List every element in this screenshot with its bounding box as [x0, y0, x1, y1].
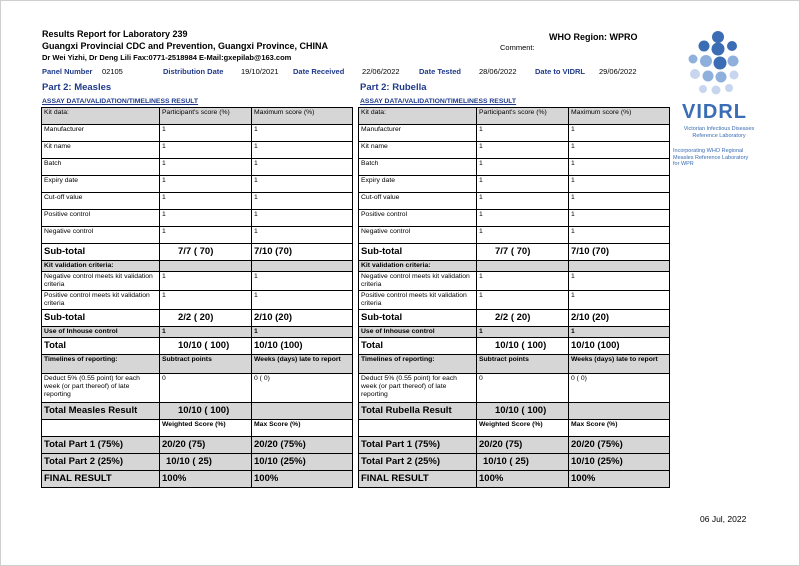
score-cell: 1: [477, 142, 569, 159]
row-label: Use of Inhouse control: [42, 327, 160, 338]
header-maximum-score: Maximum score (%): [569, 108, 670, 125]
max-cell: 10/10 (100): [569, 338, 670, 355]
table-row: [359, 272, 670, 291]
score-cell: 1: [477, 291, 569, 310]
comment-label: Comment:: [500, 43, 535, 52]
row-label: Positive control: [359, 210, 477, 227]
rubella-assay-heading: ASSAY DATA/VALIDATION/TIMELINESS RESULT: [360, 98, 517, 105]
table-row: [42, 374, 353, 403]
empty-cell: [569, 261, 670, 272]
row-label: Total: [359, 338, 477, 355]
max-cell: 1: [569, 291, 670, 310]
max-cell: 1: [569, 125, 670, 142]
date-tested-label: Date Tested: [419, 67, 461, 76]
inhouse-row: [359, 327, 670, 338]
score-cell: 1: [160, 327, 252, 338]
score-cell: 1: [477, 210, 569, 227]
row-label: Batch: [359, 159, 477, 176]
score-cell: 10/10 ( 100): [477, 338, 569, 355]
max-cell: 0 ( 0): [252, 374, 353, 403]
section-header-row: [359, 261, 670, 272]
score-cell: 100%: [477, 471, 569, 488]
date-tested-value: 28/06/2022: [479, 67, 517, 76]
header-kit-data: Kit data:: [42, 108, 160, 125]
score-cell: 10/10 ( 100): [160, 403, 252, 420]
total-part2-row: [42, 454, 353, 471]
max-cell: 1: [252, 291, 353, 310]
date-received-value: 22/06/2022: [362, 67, 400, 76]
max-cell: 1: [569, 272, 670, 291]
measles-part-title: Part 2: Measles: [42, 82, 112, 93]
table-row: [42, 125, 353, 142]
max-cell: 20/20 (75%): [252, 437, 353, 454]
date-received-label: Date Received: [293, 67, 345, 76]
score-cell: 1: [477, 159, 569, 176]
vidrl-logo-icon: [673, 31, 763, 101]
max-cell: 10/10 (25%): [252, 454, 353, 471]
table-row: [42, 210, 353, 227]
max-cell: 1: [252, 142, 353, 159]
max-cell: 1: [569, 142, 670, 159]
logo-subtitle: Victorian Infectious Diseases Reference Laboratory: [683, 126, 755, 139]
table-row: [359, 227, 670, 244]
row-label: Negative control meets kit validation criteria: [359, 272, 477, 291]
subtotal-row: [42, 244, 353, 261]
row-label: Kit name: [359, 142, 477, 159]
table-row: [359, 159, 670, 176]
row-label: Sub-total: [42, 310, 160, 327]
row-label: Kit validation criteria:: [359, 261, 477, 272]
header-cell: Weeks (days) late to report: [569, 355, 670, 374]
rubella-part-title: Part 2: Rubella: [360, 82, 427, 93]
logo-name: VIDRL: [682, 101, 747, 123]
table-row: [42, 176, 353, 193]
score-cell: 1: [477, 327, 569, 338]
row-label: Kit validation criteria:: [42, 261, 160, 272]
max-cell: 1: [569, 227, 670, 244]
max-cell: 1: [252, 159, 353, 176]
row-label: Negative control: [42, 227, 160, 244]
score-cell: 10/10 ( 100): [477, 403, 569, 420]
measles-results-table: [41, 107, 353, 488]
report-date: 06 Jul, 2022: [700, 514, 747, 524]
score-cell: 1: [160, 227, 252, 244]
header-cell: Max Score (%): [252, 420, 353, 437]
logo-note: Incorporating WHO Regional Measles Reference Laboratory for WPR: [673, 148, 749, 167]
section-header-row: [359, 420, 670, 437]
score-cell: 1: [477, 125, 569, 142]
max-cell: 20/20 (75%): [569, 437, 670, 454]
header-kit-data: Kit data:: [359, 108, 477, 125]
score-cell: 1: [477, 227, 569, 244]
table-row: [42, 272, 353, 291]
table-row: [359, 374, 670, 403]
score-cell: 7/7 ( 70): [160, 244, 252, 261]
section-header-row: [42, 261, 353, 272]
table-row: [42, 142, 353, 159]
row-label: Batch: [42, 159, 160, 176]
row-label: Total Part 1 (75%): [42, 437, 160, 454]
table-row: [42, 227, 353, 244]
max-cell: 1: [252, 125, 353, 142]
total-part1-row: [359, 437, 670, 454]
max-cell: 10/10 (25%): [569, 454, 670, 471]
header-cell: Subtract points: [477, 355, 569, 374]
table-row: [359, 142, 670, 159]
report-title: Results Report for Laboratory 239: [42, 29, 188, 39]
row-label: Total Measles Result: [42, 403, 160, 420]
total-row: [42, 338, 353, 355]
table-row: [42, 193, 353, 210]
section-header-row: [42, 355, 353, 374]
table-header-row: [359, 108, 670, 125]
row-label: Timelines of reporting:: [359, 355, 477, 374]
score-cell: 2/2 ( 20): [477, 310, 569, 327]
score-cell: 1: [160, 159, 252, 176]
header-participant-score: Participant's score (%): [160, 108, 252, 125]
subtotal-row: [359, 244, 670, 261]
header-cell: Weighted Score (%): [160, 420, 252, 437]
row-label: Negative control meets kit validation criteria: [42, 272, 160, 291]
row-label: FINAL RESULT: [359, 471, 477, 488]
empty-cell: [42, 420, 160, 437]
empty-cell: [252, 261, 353, 272]
panel-number-value: 02105: [102, 67, 123, 76]
row-label: Cut-off value: [359, 193, 477, 210]
date-to-vidrl-label: Date to VIDRL: [535, 67, 586, 76]
row-label: Manufacturer: [359, 125, 477, 142]
total-result-row: [42, 403, 353, 420]
max-cell: 1: [569, 159, 670, 176]
header-cell: Max Score (%): [569, 420, 670, 437]
rubella-results-table: [358, 107, 670, 488]
score-cell: 0: [477, 374, 569, 403]
table-row: [359, 210, 670, 227]
table-row: [359, 176, 670, 193]
score-cell: 0: [160, 374, 252, 403]
total-result-row: [359, 403, 670, 420]
row-label: Positive control: [42, 210, 160, 227]
max-cell: 2/10 (20): [569, 310, 670, 327]
empty-cell: [359, 420, 477, 437]
max-cell: 100%: [569, 471, 670, 488]
empty-cell: [160, 261, 252, 272]
row-label: Total Part 1 (75%): [359, 437, 477, 454]
row-label: Total Part 2 (25%): [42, 454, 160, 471]
score-cell: 10/10 ( 100): [160, 338, 252, 355]
row-label: Total Part 2 (25%): [359, 454, 477, 471]
header-cell: Subtract points: [160, 355, 252, 374]
total-row: [359, 338, 670, 355]
institution-name: Guangxi Provincial CDC and Prevention, Guangxi Province, CHINA: [42, 41, 329, 51]
row-label: Positive control meets kit validation criteria: [359, 291, 477, 310]
inhouse-row: [42, 327, 353, 338]
max-cell: 10/10 (100): [252, 338, 353, 355]
table-row: [359, 125, 670, 142]
score-cell: 10/10 ( 25): [160, 454, 252, 471]
score-cell: 1: [160, 291, 252, 310]
score-cell: 1: [160, 142, 252, 159]
max-cell: 1: [252, 272, 353, 291]
max-cell: 1: [252, 327, 353, 338]
max-cell: 1: [252, 176, 353, 193]
table-row: [359, 193, 670, 210]
score-cell: 10/10 ( 25): [477, 454, 569, 471]
distribution-date-label: Distribution Date: [163, 67, 224, 76]
max-cell: 7/10 (70): [252, 244, 353, 261]
row-label: Sub-total: [359, 244, 477, 261]
row-label: Total: [42, 338, 160, 355]
contact-line: Dr Wei Yizhi, Dr Deng Lili Fax:0771-2518984 E-Mail:gxepilab@163.com: [42, 53, 292, 62]
header-cell: Weighted Score (%): [477, 420, 569, 437]
row-label: FINAL RESULT: [42, 471, 160, 488]
max-cell: 1: [252, 227, 353, 244]
header-participant-score: Participant's score (%): [477, 108, 569, 125]
score-cell: 2/2 ( 20): [160, 310, 252, 327]
table-row: [42, 159, 353, 176]
empty-cell: [569, 403, 670, 420]
score-cell: 1: [160, 210, 252, 227]
row-label: Use of Inhouse control: [359, 327, 477, 338]
row-label: Deduct 5% (0.55 point) for each week (or part thereof) of late reporting: [42, 374, 160, 403]
final-result-row: [359, 471, 670, 488]
panel-number-label: Panel Number: [42, 67, 93, 76]
row-label: Cut-off value: [42, 193, 160, 210]
header-cell: Weeks (days) late to report: [252, 355, 353, 374]
table-row: [359, 291, 670, 310]
who-region: WHO Region: WPRO: [549, 32, 638, 42]
row-label: Expiry date: [359, 176, 477, 193]
score-cell: 7/7 ( 70): [477, 244, 569, 261]
subtotal-row: [42, 310, 353, 327]
max-cell: 0 ( 0): [569, 374, 670, 403]
date-to-vidrl-value: 29/06/2022: [599, 67, 637, 76]
header-maximum-score: Maximum score (%): [252, 108, 353, 125]
measles-assay-heading: ASSAY DATA/VALIDATION/TIMELINESS RESULT: [42, 98, 199, 105]
table-row: [42, 291, 353, 310]
subtotal-row: [359, 310, 670, 327]
max-cell: 1: [252, 193, 353, 210]
score-cell: 1: [160, 125, 252, 142]
row-label: Positive control meets kit validation criteria: [42, 291, 160, 310]
row-label: Deduct 5% (0.55 point) for each week (or part thereof) of late reporting: [359, 374, 477, 403]
score-cell: 1: [160, 272, 252, 291]
max-cell: 100%: [252, 471, 353, 488]
empty-cell: [477, 261, 569, 272]
score-cell: 1: [477, 193, 569, 210]
row-label: Expiry date: [42, 176, 160, 193]
max-cell: 1: [569, 210, 670, 227]
score-cell: 1: [477, 176, 569, 193]
row-label: Sub-total: [42, 244, 160, 261]
table-header-row: [42, 108, 353, 125]
final-result-row: [42, 471, 353, 488]
total-part2-row: [359, 454, 670, 471]
row-label: Manufacturer: [42, 125, 160, 142]
row-label: Sub-total: [359, 310, 477, 327]
score-cell: 1: [477, 272, 569, 291]
max-cell: 1: [569, 176, 670, 193]
max-cell: 1: [569, 327, 670, 338]
row-label: Total Rubella Result: [359, 403, 477, 420]
max-cell: 1: [252, 210, 353, 227]
row-label: Timelines of reporting:: [42, 355, 160, 374]
section-header-row: [42, 420, 353, 437]
row-label: Kit name: [42, 142, 160, 159]
score-cell: 20/20 (75): [477, 437, 569, 454]
score-cell: 1: [160, 193, 252, 210]
max-cell: 2/10 (20): [252, 310, 353, 327]
distribution-date-value: 19/10/2021: [241, 67, 279, 76]
score-cell: 100%: [160, 471, 252, 488]
empty-cell: [252, 403, 353, 420]
score-cell: 1: [160, 176, 252, 193]
row-label: Negative control: [359, 227, 477, 244]
total-part1-row: [42, 437, 353, 454]
max-cell: 7/10 (70): [569, 244, 670, 261]
max-cell: 1: [569, 193, 670, 210]
score-cell: 20/20 (75): [160, 437, 252, 454]
section-header-row: [359, 355, 670, 374]
